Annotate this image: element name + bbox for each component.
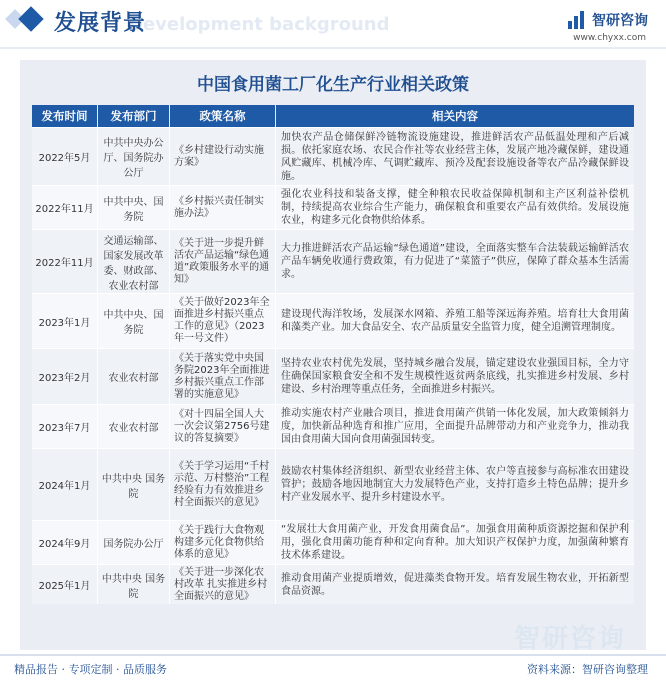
dept-cell: 中共中央 国务院 <box>98 565 170 604</box>
brand-url: www.chyxx.com <box>573 33 646 43</box>
header-divider <box>0 47 666 49</box>
data-source: 资料来源：智研咨询整理 <box>527 663 648 676</box>
date-cell: 2023年2月 <box>32 349 98 404</box>
dept-cell: 中共中央、国务院 <box>98 186 170 229</box>
dept-cell: 农业农村部 <box>98 405 170 448</box>
table-row <box>32 448 634 520</box>
content-cell: 强化农业科技和装备支撑，健全种粮农民收益保障机制和主产区利益补偿机制，持续提高农业综合生产能力，确保粮食和重要农产品有效供给。发展设施农业，构建多元化食物供给体系。 <box>281 189 629 226</box>
policy-name-cell: 《乡村建设行动实施方案》 <box>170 128 276 185</box>
column-header-date: 发布时间 <box>32 105 98 127</box>
content-cell: “发展壮大食用菌产业，开发食用菌食品”。加强食用菌种质资源挖掘和保护利用，强化食用菌功能育种和定向育种。加大知识产权保护力度，加强菌种繁育技术体系建设。 <box>281 524 629 561</box>
date-cell: 2023年1月 <box>32 294 98 348</box>
date-cell: 2022年5月 <box>32 128 98 185</box>
dept-cell: 中共中央 国务院 <box>98 449 170 520</box>
date-cell: 2023年7月 <box>32 405 98 448</box>
policy-table <box>32 105 634 604</box>
section-title: 发展背景 <box>54 11 147 36</box>
table-row <box>32 293 634 348</box>
brand-logo <box>568 10 648 30</box>
date-cell: 2025年1月 <box>32 565 98 604</box>
content-cell: 坚持农业农村优先发展，坚持城乡融合发展，锚定建设农业强国目标，全力守住确保国家粮食安全和不发生规模性返贫两条底线，扎实推进乡村发展、乡村建设、乡村治理等重点任务，全面推进乡村振兴。 <box>281 358 629 395</box>
table-row <box>32 127 634 185</box>
column-header-dept: 发布部门 <box>98 105 170 127</box>
footer-tagline: 精品报告 · 专项定制 · 品质服务 <box>14 663 167 676</box>
policy-name-cell: 《关于做好2023年全面推进乡村振兴重点工作的意见》（2023年一号文件） <box>170 294 276 348</box>
policy-card <box>20 60 646 650</box>
policy-name-cell: 《关于进一步深化农村改革 扎实推进乡村全面振兴的意见》 <box>170 565 276 604</box>
date-cell: 2024年1月 <box>32 449 98 520</box>
content-cell: 建设现代海洋牧场，发展深水网箱、养殖工船等深远海养殖。培育壮大食用菌和藻类产业。加大食品安全、农产品质量安全监管力度，健全追溯管理制度。 <box>281 309 629 333</box>
table-row <box>32 229 634 293</box>
table-row <box>32 564 634 604</box>
date-cell: 2024年9月 <box>32 521 98 564</box>
header-ghost-text: Development background <box>128 14 390 35</box>
content-cell: 推动食用菌产业提质增效，促进藻类食物开发。培育发展生物农业，开拓新型食品资源。 <box>281 572 629 597</box>
dept-cell: 农业农村部 <box>98 349 170 404</box>
policy-name-cell: 《乡村振兴责任制实施办法》 <box>170 186 276 229</box>
content-cell: 推动实施农村产业融合项目，推进食用菌产供销一体化发展，加大政策倾斜力度，加快新品种选育和推广应用，全面提升品牌带动力和产业竞争力，推动我国由食用菌大国向食用菌强国转变。 <box>281 408 629 445</box>
dept-cell: 中共中央、国务院 <box>98 294 170 348</box>
diamond-icon <box>18 6 43 31</box>
page-footer <box>0 624 666 683</box>
dept-cell: 交通运输部、国家发展改革委、财政部、农业农村部 <box>98 230 170 293</box>
policy-name-cell: 《关于践行大食物观构建多元化食物供给体系的意见》 <box>170 521 276 564</box>
content-cell: 加快农产品仓储保鲜冷链物流设施建设，推进鲜活农产品低温处理和产后减损。依托家庭农场、农民合作社等农业经营主体，发展产地冷藏保鲜，建设通风贮藏库、机械冷库、气调贮藏库、预冷及配套设施设备等农产品冷藏保鲜设施。 <box>281 131 629 182</box>
page-header <box>0 0 666 50</box>
brand-name: 智研咨询 <box>592 13 648 29</box>
table-body <box>32 127 634 604</box>
policy-name-cell: 《对十四届全国人大一次会议第2756号建议的答复摘要》 <box>170 405 276 448</box>
column-header-policy: 政策名称 <box>170 105 276 127</box>
bar-chart-logo-icon <box>568 11 586 29</box>
content-cell: 大力推进鲜活农产品运输“绿色通道”建设，全面落实整车合法装载运输鲜活农产品车辆免收通行费政策，有力促进了“菜篮子”供应，保障了群众基本生活需求。 <box>281 243 629 280</box>
dept-cell: 国务院办公厅 <box>98 521 170 564</box>
policy-name-cell: 《关于进一步提升鲜活农产品运输“绿色通道”政策服务水平的通知》 <box>170 230 276 293</box>
table-header-row <box>32 105 634 127</box>
table-row <box>32 185 634 229</box>
content-cell: 鼓励农村集体经济组织、新型农业经营主体、农户等直接参与高标准农田建设管护；鼓励各地因地制宜大力发展特色产业，支持打造乡土特色品牌；提升乡村产业发展水平、提升乡村建设水平。 <box>281 466 629 503</box>
policy-name-cell: 《关于学习运用“千村示范、万村整治”工程经验有力有效推进乡村全面振兴的意见》 <box>170 449 276 520</box>
table-row <box>32 404 634 448</box>
policy-name-cell: 《关于落实党中央国务院2023年全面推进乡村振兴重点工作部署的实施意见》 <box>170 349 276 404</box>
dept-cell: 中共中央办公厅、国务院办公厅 <box>98 128 170 185</box>
table-row <box>32 348 634 404</box>
table-row <box>32 520 634 564</box>
column-header-content: 相关内容 <box>432 109 478 123</box>
footer-watermark: 智研咨询 <box>513 624 626 654</box>
card-title: 中国食用菌工厂化生产行业相关政策 <box>197 75 469 95</box>
date-cell: 2022年11月 <box>32 186 98 229</box>
date-cell: 2022年11月 <box>32 230 98 293</box>
